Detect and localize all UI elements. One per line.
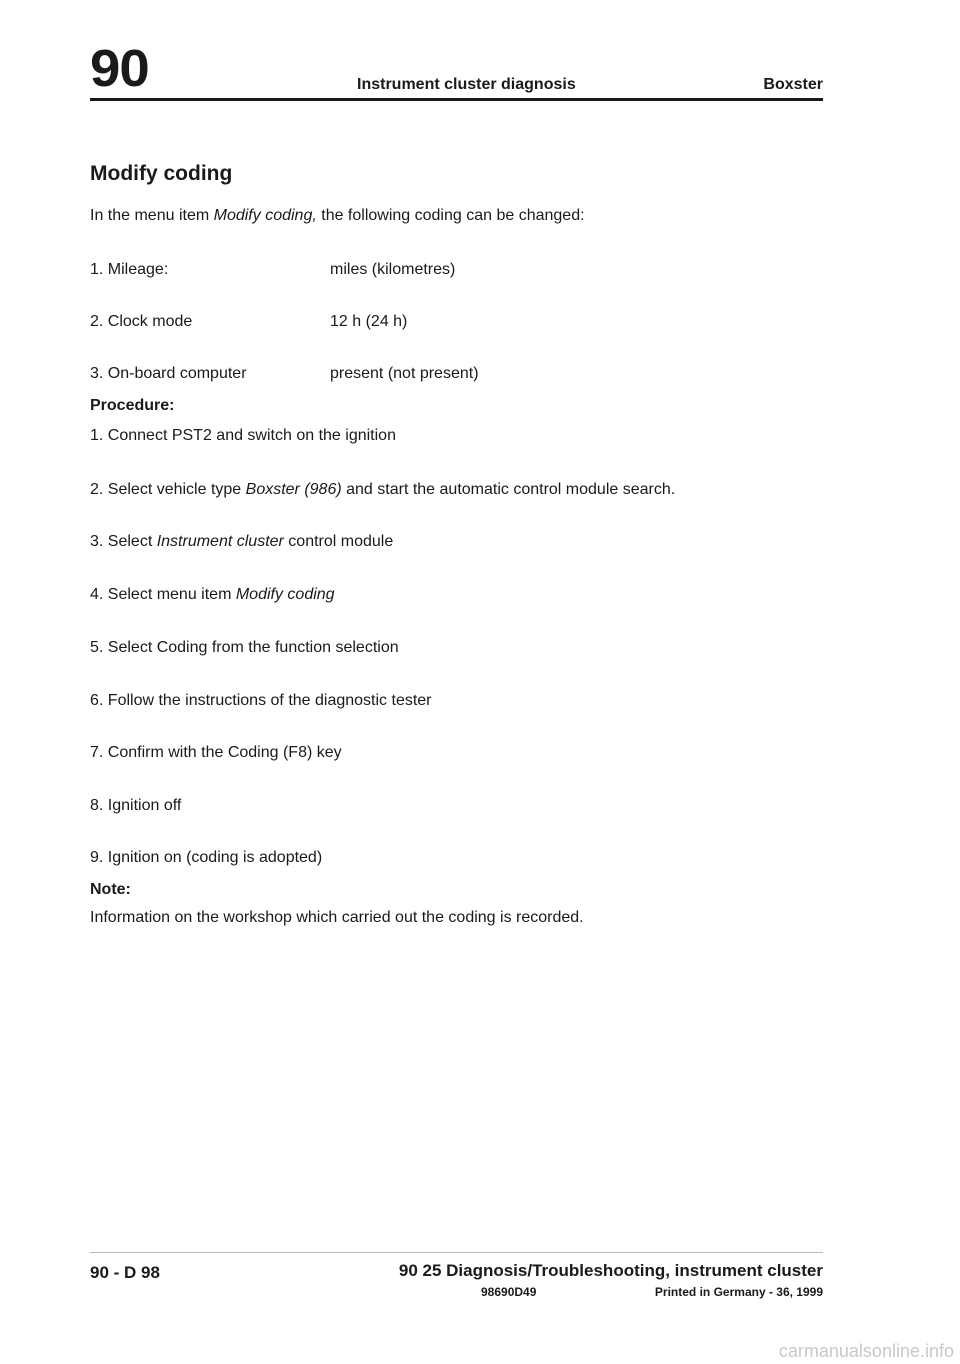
coding-item-label: 1. Mileage:: [90, 261, 169, 278]
procedure-step: 1. Connect PST2 and switch on the ignition: [90, 427, 396, 444]
coding-item-label: 3. On-board computer: [90, 365, 247, 382]
coding-item-value: present (not present): [330, 365, 479, 382]
note-text: Information on the workshop which carried out the coding is recorded.: [90, 909, 584, 926]
section-intro: In the menu item Modify coding, the following coding can be changed:: [90, 207, 585, 224]
footer-page-number: 90 - D 98: [90, 1263, 160, 1282]
procedure-heading: Procedure:: [90, 397, 175, 414]
footer-document-code: 98690D49: [481, 1285, 537, 1299]
header-rule: [90, 98, 823, 101]
procedure-step: 6. Follow the instructions of the diagnostic tester: [90, 692, 432, 709]
header-title: Instrument cluster diagnosis: [357, 76, 576, 93]
coding-item-value: 12 h (24 h): [330, 313, 408, 330]
watermark: carmanualsonline.info: [778, 1341, 954, 1361]
footer-print-info: Printed in Germany - 36, 1999: [654, 1285, 823, 1299]
footer-section-title: 90 25 Diagnosis/Troubleshooting, instrument cluster: [398, 1261, 823, 1280]
header-model: Boxster: [763, 76, 823, 93]
procedure-step: 3. Select Instrument cluster control module: [90, 533, 394, 550]
procedure-step: 4. Select menu item Modify coding: [90, 586, 335, 603]
procedure-step: 5. Select Coding from the function selection: [90, 639, 399, 656]
procedure-step: 7. Confirm with the Coding (F8) key: [90, 744, 342, 761]
procedure-step: 9. Ignition on (coding is adopted): [90, 849, 323, 866]
footer-rule: [90, 1252, 823, 1253]
procedure-step: 2. Select vehicle type Boxster (986) and start the automatic control module search.: [90, 481, 676, 498]
section-title: Modify coding: [90, 162, 233, 185]
coding-item-label: 2. Clock mode: [90, 313, 193, 330]
coding-item-value: miles (kilometres): [330, 261, 456, 278]
chapter-number: 90: [90, 40, 149, 98]
procedure-step: 8. Ignition off: [90, 797, 182, 814]
note-heading: Note:: [90, 881, 131, 898]
